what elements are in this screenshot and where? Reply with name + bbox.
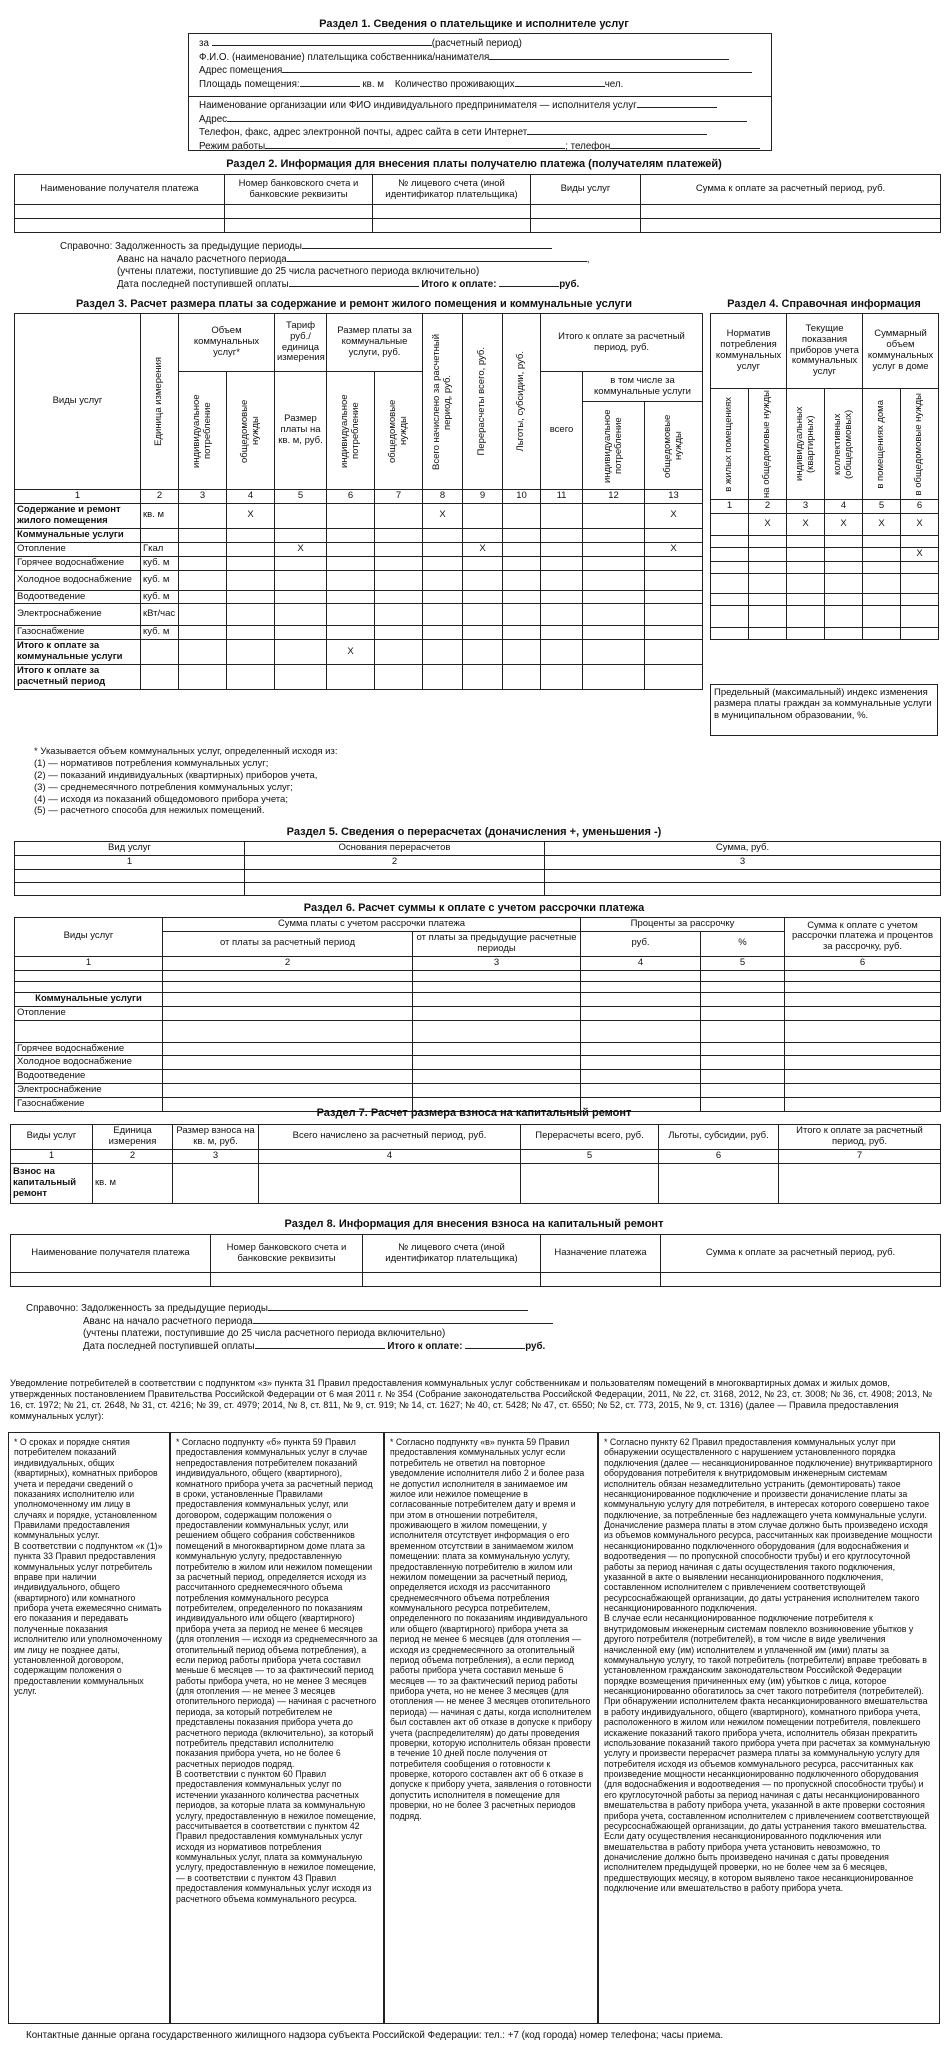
- s6-column-numbers: [15, 956, 941, 970]
- s4-h-collective: коллективных (общедомовых): [825, 389, 863, 500]
- s3-column-number: 5: [275, 490, 327, 504]
- s3-h-all: всего: [541, 372, 583, 490]
- table-row: [15, 981, 941, 992]
- s6-h-current: от платы за расчетный период: [163, 931, 413, 956]
- s4-column-number: 1: [711, 499, 749, 513]
- s6-h-rub: руб.: [581, 931, 701, 956]
- s3-row-name: Холодное водоснабжение: [15, 570, 141, 590]
- s2-header-services: Виды услуг: [531, 175, 641, 205]
- table-row: [15, 869, 941, 882]
- s3-row-unit: [141, 665, 179, 690]
- s7-header-benefits: Льготы, субсидии, руб.: [659, 1125, 779, 1150]
- table-row: [711, 593, 939, 605]
- table-row: [711, 547, 939, 561]
- section6-table: [14, 917, 941, 1112]
- s6-header-percent: Проценты за рассрочку: [581, 918, 785, 932]
- s7-header-services: Виды услуг: [11, 1125, 93, 1150]
- s3-h-indiv-3: индивидуальное потребление: [583, 402, 645, 490]
- section2-title: Раздел 2. Информация для внесения платы получателю платежа (получателям платежей): [226, 158, 722, 170]
- s5-num: 3: [545, 855, 941, 869]
- s3-column-number: 11: [541, 490, 583, 504]
- area-line: Площадь помещения: кв. м Количество проживающих чел.: [199, 79, 624, 91]
- s3-column-number: 3: [179, 490, 227, 504]
- not-applicable-mark: X: [463, 542, 503, 556]
- s3-column-number: 7: [375, 490, 423, 504]
- not-applicable-mark: X: [227, 503, 275, 528]
- table-row: [711, 561, 939, 573]
- footnote: [34, 746, 337, 817]
- s3-row-unit: куб. м: [141, 570, 179, 590]
- s3-row-unit: куб. м: [141, 556, 179, 570]
- s3-row-name: Итого к оплате за коммунальные услуги: [15, 640, 141, 665]
- table-row: [15, 556, 703, 570]
- s6-row-name: Водоотведение: [15, 1070, 163, 1084]
- s4-column-number: 2: [749, 499, 787, 513]
- s8-last-payment-line: Дата последней поступившей оплаты Итого к оплате: руб.: [83, 1340, 546, 1352]
- s4-h-living: в жилых помещениях: [711, 389, 749, 500]
- s2-header-account: № лицевого счета (иной идентификатор плательщика): [373, 175, 531, 205]
- s6-header-total: Сумма к оплате с учетом рассрочки платежа и процентов за рассрочку, руб.: [785, 918, 941, 957]
- table-row: [15, 1006, 941, 1020]
- not-applicable-mark: X: [749, 513, 787, 535]
- not-applicable-mark: X: [275, 542, 327, 556]
- s5-header-reason: Основания перерасчетов: [245, 842, 545, 856]
- s3-row-unit: [141, 528, 179, 542]
- s4-column-numbers: [711, 499, 939, 513]
- table-row: [11, 1163, 941, 1203]
- table-row: [15, 882, 941, 895]
- s8-header-purpose: Назначение платежа: [541, 1235, 661, 1273]
- table-row: [15, 970, 941, 981]
- s6-column-number: 6: [785, 956, 941, 970]
- s3-row-name: Горячее водоснабжение: [15, 556, 141, 570]
- s3-column-number: 2: [141, 490, 179, 504]
- s7-column-number: 1: [11, 1149, 93, 1163]
- table-row: [711, 573, 939, 593]
- table-row: [15, 503, 703, 528]
- s4-header-total: Суммарный объем коммунальных услуг в доме: [863, 314, 939, 389]
- s4-column-number: 4: [825, 499, 863, 513]
- s7-header-total: Итого к оплате за расчетный период, руб.: [779, 1125, 941, 1150]
- s3-row-unit: Гкал: [141, 542, 179, 556]
- table-row: [15, 604, 703, 626]
- section7-table: [10, 1124, 941, 1204]
- s3-row-unit: кВт/час: [141, 604, 179, 626]
- s3-h-common-1: общедомовые нужды: [227, 372, 275, 490]
- table-row: [15, 1070, 941, 1084]
- section2-table: [14, 174, 941, 233]
- table-row: [15, 219, 941, 233]
- s3-row-name: Электроснабжение: [15, 604, 141, 626]
- table-row: [15, 665, 703, 690]
- s6-h-pct: %: [701, 931, 785, 956]
- table-row: [15, 1020, 941, 1042]
- footnote-item: (5) — расчетного способа для нежилых помещений.: [34, 805, 265, 817]
- section5-table: [14, 841, 941, 896]
- table-row: [15, 590, 703, 604]
- s7-header-unit: Единица измерения: [93, 1125, 173, 1150]
- section5-title: Раздел 5. Сведения о перерасчетах (доначисления +, уменьшения -): [286, 826, 662, 838]
- s6-column-number: 3: [413, 956, 581, 970]
- s7-row-unit: кв. м: [93, 1163, 173, 1203]
- table-row: [15, 528, 703, 542]
- footnote-item: (2) — показаний индивидуальных (квартирных) приборов учета,: [34, 769, 318, 781]
- s3-row-name: Отопление: [15, 542, 141, 556]
- s6-h-prev: от платы за предыдущие расчетные периоды: [413, 931, 581, 956]
- table-row: [15, 1042, 941, 1056]
- not-applicable-mark: X: [423, 503, 463, 528]
- table-row: [15, 1056, 941, 1070]
- s6-column-number: 2: [163, 956, 413, 970]
- table-row: [15, 1084, 941, 1098]
- notice-col-3: * Согласно подпункту «в» пункта 59 Правил предоставления коммунальных услуг если потребитель не ответил на повторное уведомление исполнителя либо 2 и более раза не допустил исполнителя в занимаемое им жилое или нежилое помещение в согласованные потребителем дату и время и при этом в отношении потребителя, проживающего в жилом помещении, у исполнителя отсутствует информация о его временном отсутствии в занимаемом жилом помещении: плата за коммунальную услугу, предоставленную потребителю в жилом или нежилом помещении за расчетный период, определяется исходя из рассчитанного среднемесячного объема потребления коммунального ресурса потребителем, определенного по показаниям индивидуального или общего (квартирного) прибора учета за период не менее 6 месяцев (для отопления — исходя из среднемесячного за отопительный период объема потребления), а если период работы прибора учета составил меньше 6 месяцев — то за фактический период работы прибора учета, но не менее 3 месяцев (для отопления — не менее 3 месяцев отопительного периода) — начиная с даты, когда исполнителем был составлен акт об отказе в допуске к прибору учета (распределителям) до даты проведения проверки, которую исполнитель обязан провести в течение 10 дней после получения от потребителя сообщения о готовности к проверке, которого составлен акт об 6 отказе в допуске к прибору учета, заявления о готовности допустить исполнителя в помещение для проверки, но не более 3 расчетных периодов подряд.: [384, 1432, 598, 2024]
- not-applicable-mark: X: [901, 547, 939, 561]
- not-applicable-mark: X: [863, 513, 901, 535]
- s6-column-number: 5: [701, 956, 785, 970]
- s5-header-sum: Сумма, руб.: [545, 842, 941, 856]
- s3-h-common-3: общедомовые нужды: [645, 402, 703, 490]
- not-applicable-mark: X: [327, 640, 375, 665]
- s2-header-recipient: Наименование получателя платежа: [15, 175, 225, 205]
- s4-h-indiv: индивидуальных (квартирных): [787, 389, 825, 500]
- section8-title: Раздел 8. Информация для внесения взноса на капитальный ремонт: [284, 1218, 664, 1230]
- s8-debt-line: Справочно: Задолженность за предыдущие периоды: [26, 1302, 746, 1315]
- s2-advance-line: Аванс на начало расчетного периода ,: [117, 253, 590, 265]
- s6-header-services: Виды услуг: [15, 918, 163, 957]
- address-line: Адрес помещения: [199, 64, 761, 78]
- section4-table: [710, 313, 939, 640]
- s3-header-services: Виды услуг: [15, 314, 141, 490]
- s3-row-unit: [141, 640, 179, 665]
- s3-h-common-2: общедомовые нужды: [375, 372, 423, 490]
- table-row: [15, 992, 941, 1006]
- s5-header-service: Вид услуг: [15, 842, 245, 856]
- s3-row-name: Коммунальные услуги: [15, 528, 141, 542]
- s3-header-benefits: Льготы, субсидии, руб.: [503, 314, 541, 490]
- table-row: [711, 535, 939, 547]
- period-line: за (расчетный период): [199, 38, 522, 49]
- s3-h-indiv-1: индивидуальное потребление: [179, 372, 227, 490]
- s5-num: 1: [15, 855, 245, 869]
- s6-row-name: Горячее водоснабжение: [15, 1042, 163, 1056]
- s3-header-tariff: Тариф руб./единица измерения: [275, 314, 327, 372]
- payer-box: [188, 33, 772, 151]
- s3-column-number: 12: [583, 490, 645, 504]
- s7-header-recalc: Перерасчеты всего, руб.: [521, 1125, 659, 1150]
- s8-header-recipient: Наименование получателя платежа: [11, 1235, 211, 1273]
- table-row: [711, 627, 939, 639]
- s3-row-unit: куб. м: [141, 626, 179, 640]
- s3-header-volume: Объем коммунальных услуг*: [179, 314, 275, 372]
- payer-fio-line: Ф.И.О. (наименование) плательщика собственника/нанимателя: [199, 51, 761, 65]
- s4-header-norm: Норматив потребления коммунальных услуг: [711, 314, 787, 389]
- s6-row-name: Электроснабжение: [15, 1084, 163, 1098]
- s4-column-number: 3: [787, 499, 825, 513]
- s7-row-name: Взнос на капитальный ремонт: [11, 1163, 93, 1203]
- s2-debt-line: Справочно: Задолженность за предыдущие периоды: [60, 240, 760, 253]
- section7-title: Раздел 7. Расчет размера взноса на капитальный ремонт: [316, 1107, 632, 1119]
- s3-header-total: Итого к оплате за расчетный период, руб.: [541, 314, 703, 372]
- section1-title: Раздел 1. Сведения о плательщике и исполнителе услуг: [319, 18, 629, 30]
- s3-column-number: 13: [645, 490, 703, 504]
- org-address-line: Адрес: [199, 113, 761, 127]
- s3-row-unit: куб. м: [141, 590, 179, 604]
- not-applicable-mark: X: [825, 513, 863, 535]
- s5-column-numbers: [15, 855, 941, 869]
- s7-column-number: 3: [173, 1149, 259, 1163]
- not-applicable-mark: X: [901, 513, 939, 535]
- s3-row-name: Итого к оплате за расчетный период: [15, 665, 141, 690]
- s8-advance-note: (учтены платежи, поступившие до 25 числа расчетного периода включительно): [83, 1327, 446, 1339]
- s4-header-current: Текущие показания приборов учета коммунальных услуг: [787, 314, 863, 389]
- s8-advance-line: Аванс на начало расчетного периода: [26, 1315, 746, 1328]
- s3-header-accrued: Всего начислено за расчетный период, руб.: [423, 314, 463, 490]
- s8-header-bank: Номер банковского счета и банковские реквизиты: [211, 1235, 363, 1273]
- s3-column-numbers: [15, 490, 703, 504]
- s7-column-number: 5: [521, 1149, 659, 1163]
- s2-header-sum: Сумма к оплате за расчетный период, руб.: [641, 175, 941, 205]
- footnote-title: * Указывается объем коммунальных услуг, определенный исходя из:: [34, 746, 338, 757]
- notice-intro: Уведомление потребителей в соответствии с подпунктом «з» пункта 31 Правил предоставления коммунальных услуг собственникам и пользователям помещений в многоквартирных домах и жилых домов, утвержденных постановлением Правительства Российской Федерации от 6 мая 2011 г. № 354 (Собрание законодательства Российской Федерации, 2011, № 22, ст. 3168, 2012, № 23, ст. 3008; № 36, ст. 4908; 2013, № 16, ст. 1972; № 21, ст. 2648, № 31, ст. 4216; № 39, ст. 4979; 2014, № 8, ст. 811, № 9, ст. 919; № 14, ст. 1627; № 40, ст. 5428; № 47, ст. 6550; № 52, ст. 773, 2015, № 9, ст. 1316) (далее — Правила предоставления коммунальных услуг):: [10, 1378, 933, 1421]
- section4-title: Раздел 4. Справочная информация: [727, 298, 921, 310]
- s3-h-indiv-2: индивидуальное потребление: [327, 372, 375, 490]
- s4-column-number: 6: [901, 499, 939, 513]
- s7-header-rate: Размер взноса на кв. м, руб.: [173, 1125, 259, 1150]
- s3-header-size: Размер платы за коммунальные услуги, руб.: [327, 314, 423, 372]
- table-row: [11, 1273, 941, 1287]
- s7-column-number: 4: [259, 1149, 521, 1163]
- s3-row-name: Газоснабжение: [15, 626, 141, 640]
- not-applicable-mark: X: [787, 513, 825, 535]
- s3-row-unit: кв. м: [141, 503, 179, 528]
- s7-column-number: 2: [93, 1149, 173, 1163]
- s5-num: 2: [245, 855, 545, 869]
- section8-table: [10, 1234, 941, 1287]
- s7-column-number: 7: [779, 1149, 941, 1163]
- mode-line: Режим работы ; телефон: [199, 140, 761, 154]
- s3-column-number: 10: [503, 490, 541, 504]
- notice-col-1: * О сроках и порядке снятия потребителем показаний индивидуальных, общих (квартирных), комнатных приборов учета и передачи сведений о показаниях исполнителю или уполномоченному им лицу в случаях и порядке, установленном Правилами предоставления коммунальных услуг. В соответствии с подпунктом «к (1)» пункта 33 Правил предоставления коммунальных услуг потребитель вправе при наличии индивидуального, общего (квартирного) или комнатного прибора учета ежемесячно снимать его показания и передавать полученные показания исполнителю или уполномоченному им лицу не позднее даты, установленной договором, содержащим положения о предоставлении коммунальных услуг.: [8, 1432, 170, 2024]
- s4-h-common: на общедомовые нужды: [749, 389, 787, 500]
- s8-header-sum: Сумма к оплате за расчетный период, руб.: [661, 1235, 941, 1273]
- section3-title: Раздел 3. Расчет размера платы за содержание и ремонт жилого помещения и коммунальные услуги: [75, 298, 632, 310]
- s6-column-number: 1: [15, 956, 163, 970]
- section6-title: Раздел 6. Расчет суммы к оплате с учетом рассрочки платежа: [303, 902, 645, 914]
- s2-last-payment-line: Дата последней поступившей оплаты Итого к оплате: руб.: [117, 278, 580, 290]
- footnote-item: (3) — среднемесячного потребления коммунальных услуг;: [34, 781, 293, 793]
- s3-h-tariff-sub: Размер платы на кв. м, руб.: [275, 372, 327, 490]
- s3-header-recalc: Перерасчеты всего, руб.: [463, 314, 503, 490]
- table-row: [15, 205, 941, 219]
- not-applicable-mark: X: [645, 542, 703, 556]
- s7-column-number: 6: [659, 1149, 779, 1163]
- footnote-item: (4) — исходя из показаний общедомового прибора учета;: [34, 793, 288, 805]
- notice-col-4: * Согласно пункту 62 Правил предоставления коммунальных услуг при обнаружении осуществленного с нарушением установленного порядка подключения (далее — несанкционированное подключение) внутриквартирного оборудования потребителя к внутридомовым инженерным системам исполнитель обязан незамедлительно устранить (демонтировать) такое несанкционированное подключение и произвести доначисление платы за коммунальную услугу для потребителя, в интересах которого совершено такое подключение, за потребленные без надлежащего учета коммунальные услуги. Доначисление размера платы в этом случае должно быть произведено исходя из объемов коммунального ресурса, рассчитанных как произведение мощности несанкционированно подключенного оборудования (для водоснабжения и водоотведения — по пропускной способности трубы) и его круглосуточной работы за период начиная с даты осуществления такого подключения, указанной в акте о выявлении несанкционированного подключения, составленном исполнителем с привлечением соответствующей ресурсоснабжающей организации, до даты устранения исполнителем такого несанкционированного подключения. В случае если несанкционированное подключение потребителя к внутридомовым инженерным системам повлекло возникновение убытков у другого потребителя (потребителей), в том числе в виде увеличения начисленной ему (им) исполнителем и уплаченной им (ими) платы за коммунальную услугу, то такой потребитель (потребители) вправе требовать в установленном гражданским законодательством Российской Федерации порядке возмещения причиненных ему (им) убытков с лица, которое несанкционированно обогатилось за счет такого потребителя (потребителей). При обнаружении исполнителем факта несанкционированного вмешательства в работу индивидуального, общего (квартирного), комнатного прибора учета, расположенного в жилом или нежилом помещении потребителя, повлекшего искажение показаний такого прибора учета, исполнитель обязан прекратить использование показаний такого прибора учета при расчетах за коммунальную услугу и произвести перерасчет размера платы за коммунальную услугу для потребителя исходя из объемов коммунального ресурса, рассчитанных как произведение мощности несанкционированно подключенного оборудования (для водоснабжения и водоотведения — по пропускной способности трубы) и его круглосуточной работы за период начиная с даты несанкционированного вмешательства в работу прибора учета, указанной в акте проверки состояния прибора учета, составленном исполнителем с привлечением соответствующей ресурсоснабжающей организации, до даты устранения такого вмешательства. Если дату осуществления несанкционированного подключения или вмешательства в работу прибора учета установить невозможно, то доначисление должно быть произведено начиная с даты проведения исполнителем предыдущей проверки, но не более чем за 6 месяцев, предшествующих месяцу, в котором выявлено такое несанкционированное подключение или вмешательство в работу прибора учета.: [598, 1432, 940, 2024]
- s3-header-unit: Единица измерения: [141, 314, 179, 490]
- s6-column-number: 4: [581, 956, 701, 970]
- s4-limit-box: Предельный (максимальный) индекс изменения размера платы граждан за коммунальные услуги в муниципальном образовании, %.: [710, 684, 938, 736]
- s6-header-sum: Сумма платы с учетом рассрочки платежа: [163, 918, 581, 932]
- footer-contacts: Контактные данные органа государственного жилищного надзора субъекта Российской Федерации: тел.: +7 (код города) номер телефона; часы приема.: [26, 2030, 724, 2041]
- s3-column-number: 9: [463, 490, 503, 504]
- table-row: [15, 570, 703, 590]
- table-row: [15, 626, 703, 640]
- s6-row-name: Отопление: [15, 1006, 163, 1020]
- s2-advance-note: (учтены платежи, поступившие до 25 числа расчетного периода включительно): [117, 265, 480, 277]
- not-applicable-mark: X: [645, 503, 703, 528]
- s3-row-name: Содержание и ремонт жилого помещения: [15, 503, 141, 528]
- s6-row-name: Газоснабжение: [15, 1098, 163, 1112]
- org-line: Наименование организации или ФИО индивидуального предпринимателя — исполнителя услуг: [199, 99, 761, 113]
- s3-column-number: 1: [15, 490, 141, 504]
- table-row: [15, 542, 703, 556]
- contacts-line: Телефон, факс, адрес электронной почты, адрес сайта в сети Интернет: [199, 126, 761, 140]
- s4-column-number: 5: [863, 499, 901, 513]
- table-row: [711, 513, 939, 535]
- s8-reference: [26, 1302, 746, 1353]
- s4-h-premises: в помещениях дома: [863, 389, 901, 500]
- s3-column-number: 8: [423, 490, 463, 504]
- s2-reference: [60, 240, 760, 291]
- s6-row-name: Коммунальные услуги: [15, 992, 163, 1006]
- footnote-item: (1) — нормативов потребления коммунальных услуг;: [34, 757, 269, 769]
- s6-row-name: Холодное водоснабжение: [15, 1056, 163, 1070]
- s3-column-number: 4: [227, 490, 275, 504]
- section3-table: [14, 313, 703, 690]
- s7-column-numbers: [11, 1149, 941, 1163]
- s3-row-name: Водоотведение: [15, 590, 141, 604]
- s3-h-incl: в том числе за коммунальные услуги: [583, 372, 703, 402]
- table-row: [15, 640, 703, 665]
- s8-header-account: № лицевого счета (иной идентификатор плательщика): [363, 1235, 541, 1273]
- s2-header-bank: Номер банковского счета и банковские реквизиты: [225, 175, 373, 205]
- s7-header-accrued: Всего начислено за расчетный период, руб.: [259, 1125, 521, 1150]
- s4-h-common2: в общедомовые нужды: [901, 389, 939, 500]
- notice-col-2: * Согласно подпункту «б» пункта 59 Правил предоставления коммунальных услуг в случае непредоставления потребителем показаний индивидуального, общего (квартирного), комнатного прибора учета за расчетный период в сроки, установленные Правилами предоставления коммунальных услуг, или договором, содержащим положения о предоставлении коммунальных услуг, или решением общего собрания собственников помещений в многоквартирном доме плата за коммунальную услугу, предоставленную потребителю в жилом или нежилом помещении за расчетный период, определяется исходя из рассчитанного среднемесячного объема потребления коммунального ресурса потребителем, определенного по показаниям индивидуального или общего (квартирного) прибора учета за период не менее 6 месяцев (для отопления — исходя из среднемесячного за отопительный период объема потребления), а если период работы прибора учета составил меньше 6 месяцев — то за фактический период работы прибора учета, но не менее 3 месяцев (для отопления — не менее 3 месяцев отопительного периода) — начиная с расчетного периода, за который потребителем не представлены показания прибора учета до расчетного периода (включительно), за который потребитель представил исполнителю показания прибора учета, но не более 6 расчетных периодов подряд. В соответствии с пунктом 60 Правил предоставления коммунальных услуг по истечении указанного количества расчетных периодов, за которые плата за коммунальную услугу, предоставленную в нежилое помещение, рассчитывается в соответствии с пунктом 42 Правил предоставления коммунальных услуг исходя из нормативов потребления коммунальных услуг, плата за коммунальную услугу, предоставленную в нежилое помещение, — в соответствии с пунктом 43 Правил предоставления коммунальных услуг исходя из расчетного объема коммунального ресурса.: [170, 1432, 384, 2024]
- s3-column-number: 6: [327, 490, 375, 504]
- table-row: [711, 605, 939, 627]
